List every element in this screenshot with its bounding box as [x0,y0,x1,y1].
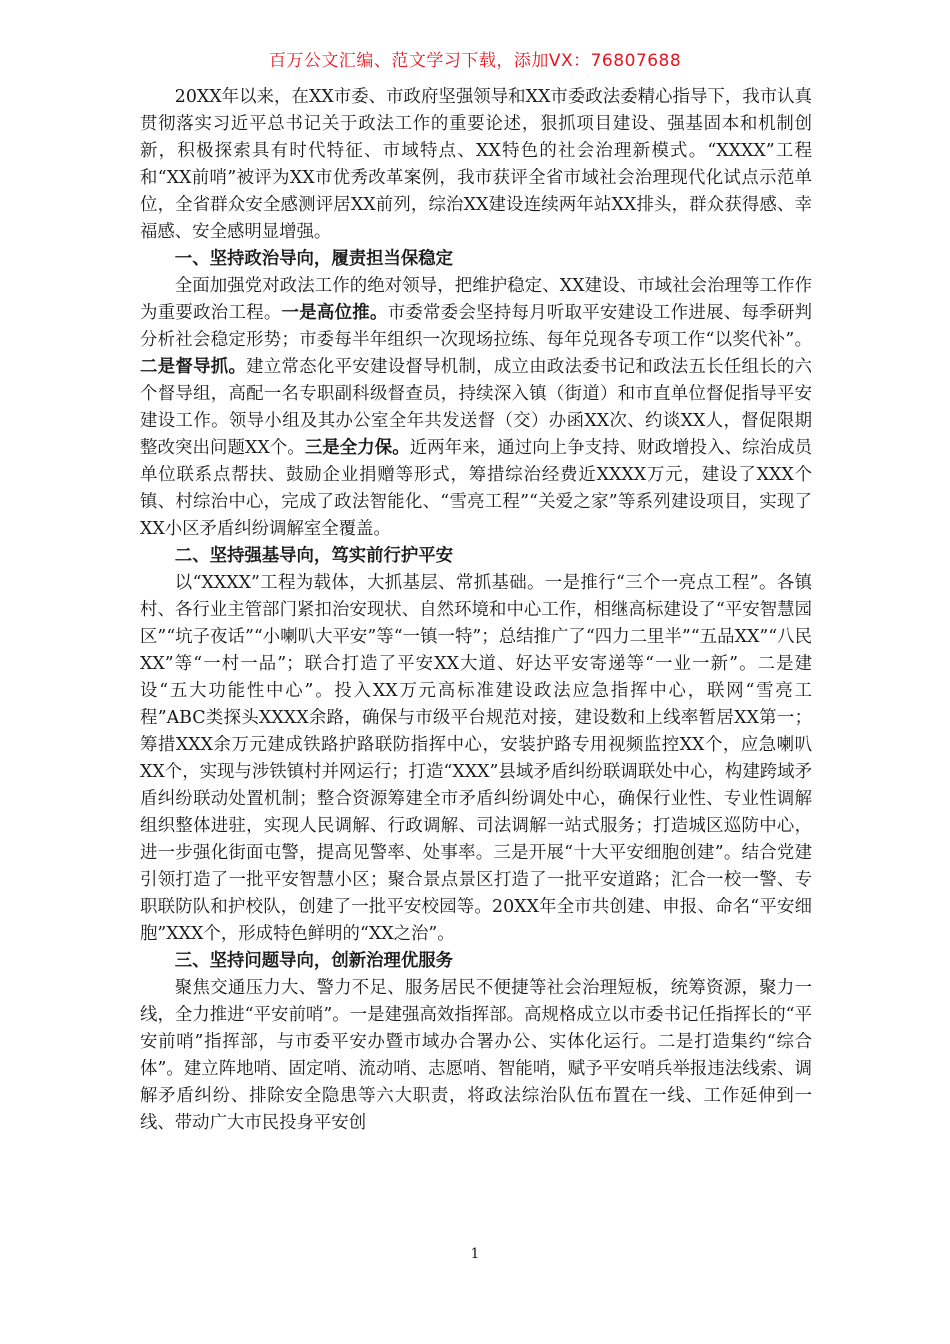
page-number: 1 [470,1246,480,1262]
section-2-heading: 二、坚持强基导向，笃实前行护平安 [174,546,454,566]
section-1-heading: 一、坚持政治导向，履责担当保稳定 [174,249,454,269]
document-body [140,84,812,1137]
section-1-paragraph [140,273,812,543]
section-3-paragraph: 聚焦交通压力大、警力不足、服务居民不便捷等社会治理短板，统筹资源，聚力一线，全力推进“平安前哨”。一是建强高效指挥部。高规格成立以市委书记任指挥长的“平安前哨”指挥部，与市委平安办暨市域办合署办公、实体化运行。二是打造集约“综合体”。建立阵地哨、固定哨、流动哨、志愿哨、智能哨，赋予平安哨兵举报违法线索、调解矛盾纠纷、排除安全隐患等六大职责，将政法综治队伍布置在一线、工作延伸到一线、带动广大市民投身平安创 [140,978,812,1133]
point-2-label: 二是督导抓。 [140,357,247,377]
header-banner: 百万公文汇编、范文学习下载，添加VX：76807688 [268,51,682,71]
intro-paragraph: 20XX年以来，在XX市委、市政府坚强领导和XX市委政法委精心指导下，我市认真贯彻落实习近平总书记关于政法工作的重要论述，狠抓项目建设、强基固本和机制创新，积极探索具有时代特征、市域特点、XX特色的社会治理新模式。“XXXX”工程和“XX前哨”被评为XX市优秀改革案例，我市获评全省市域社会治理现代化试点示范单位，全省群众安全感测评居XX前列，综治XX建设连续两年站XX排头，群众获得感、幸福感、安全感明显增强。 [140,87,812,242]
section-2-paragraph: 以“XXXX”工程为载体，大抓基层、常抓基础。一是推行“三个一亮点工程”。各镇村、各行业主管部门紧扣治安现状、自然环境和中心工作，相继高标建设了“平安智慧园区”“坑子夜话”“小喇叭大平安”等“一镇一特”；总结推广了“四力二里半”“五品XX”“八民XX”等“一村一品”；联合打造了平安XX大道、好达平安寄递等“一业一新”。二是建设“五大功能性中心”。投入XX万元高标准建设政法应急指挥中心，联网“雪亮工程”ABC类探头XXXX余路，确保与市级平台规范对接，建设数和上线率暂居XX第一；筹措XXX余万元建成铁路护路联防指挥中心，安装护路专用视频监控XX个，应急喇叭XX个，实现与涉铁镇村并网运行；打造“XXX”县域矛盾纠纷联调联处中心，构建跨域矛盾纠纷联动处置机制；整合资源筹建全市矛盾纠纷调处中心，确保行业性、专业性调解组织整体进驻，实现人民调解、行政调解、司法调解一站式服务；打造城区巡防中心，进一步强化街面屯警，提高见警率、处事率。三是开展“十大平安细胞创建”。结合党建引领打造了一批平安智慧小区；聚合景点景区打造了一批平安道路；汇合一校一警、专职联防队和护校队，创建了一批平安校园等。20XX年全市共创建、申报、命名“平安细胞”XXX个，形成特色鲜明的“XX之治”。 [140,573,812,944]
point-3-label: 三是全力保。 [304,438,410,458]
point-1-text: 市委常委会坚持每月听取平安建设工作进展、每季研判分析社会稳定形势；市委每半年组织一次现场拉练、每年兑现各专项工作“以奖代补”。 [140,303,812,350]
section-3-heading: 三、坚持问题导向，创新治理优服务 [174,951,454,971]
point-2-text: 建立常态化平安建设督导机制，成立由政法委书记和政法五长任组长的六个督导组，高配一名专职副科级督查员，持续深入镇（街道）和市直单位督促指导平安建设工作。领导小组及其办公室全年共发送督（交）办函XX次、约谈XX人，督促限期整改突出问题XX个。 [140,357,812,458]
point-1-label: 一是高位推。 [281,303,388,323]
section-1-lead: 全面加强党对政法工作的绝对领导，把维护稳定、XX建设、市域社会治理等工作作为重要政治工程。 [140,276,812,323]
point-3-text: 近两年来，通过向上争支持、财政增投入、综治成员单位联系点帮扶、鼓励企业捐赠等形式，筹措综治经费近XXXX万元，建设了XXX个镇、村综治中心，完成了政法智能化、“雪亮工程”“关爱之家”等系列建设项目，实现了XX小区矛盾纠纷调解室全覆盖。 [140,438,812,539]
